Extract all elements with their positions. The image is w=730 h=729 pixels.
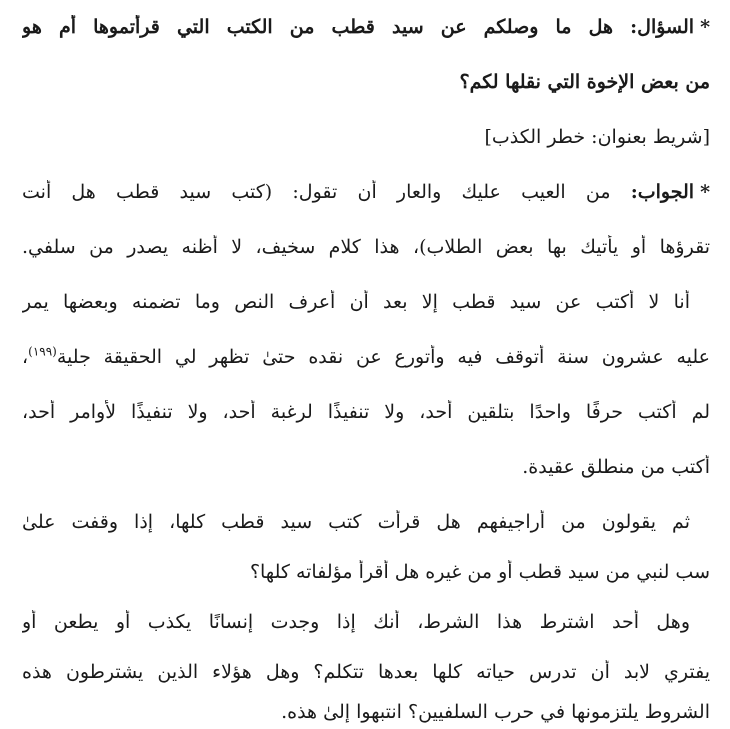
paragraph3-line-2: سب لنبي من سيد قطب أو من غيره هل أقرأ مؤلفاته كلها؟ — [249, 561, 710, 583]
answer-line-2: تقرؤها أو يأتيك بها بعض الطلاب)، هذا كلام سخيف، لا أظنه يصدر من سلفي. — [22, 236, 710, 258]
answer-label: الجواب: — [630, 181, 695, 203]
question-line-2: من بعض الإخوة التي نقلها لكم؟ — [459, 71, 710, 93]
paragraph4-line-2: يفتري لابد أن تدرس حياته كلها بعدها تتكلم؟ وهل هؤلاء الذين يشترطون هذه — [22, 661, 710, 683]
tape-title: [شريط بعنوان: خطر الكذب] — [484, 126, 710, 148]
answer-text-1: من العيب عليك والعار أن تقول: (كتب سيد قطب هل أنت — [22, 181, 611, 203]
paragraph2-text-2: عليه عشرون سنة أتوقف فيه وأتورع عن نقده حتىٰ تظهر لي الحقيقة جلية — [56, 346, 710, 368]
paragraph4-line-1: وهل أحد اشترط هذا الشرط، أنك إذا وجدت إنسانًا يكذب أو يطعن أو — [22, 611, 690, 633]
footnote-marker: (١٩٩) — [28, 345, 57, 359]
paragraph2-line-4: أكتب من منطلق عقيدة. — [522, 456, 710, 478]
paragraph2-line-1: أنا لا أكتب عن سيد قطب إلا بعد أن أعرف النص وما تضمنه وبعضها يمر — [22, 291, 690, 313]
question-line-1 — [22, 15, 710, 39]
question-text-1: هل ما وصلكم عن سيد قطب من الكتب التي قرأتموها أم هو — [22, 16, 613, 38]
paragraph2-line-2 — [22, 345, 710, 369]
question-label: السؤال: — [630, 16, 695, 38]
paragraph4-line-3: الشروط يلتزمونها في حرب السلفيين؟ انتبهوا إلىٰ هذه. — [281, 701, 710, 723]
answer-line-1 — [22, 180, 710, 204]
paragraph2-line-3: لم أكتب حرفًا واحدًا بتلقين أحد، ولا تنفيذًا لرغبة أحد، ولا تنفيذًا لأوامر أحد، — [22, 401, 710, 423]
paragraph2-comma: ، — [22, 346, 29, 368]
paragraph3-line-1: ثم يقولون من أراجيفهم هل قرأت كتب سيد قطب كلها، إذا وقفت علىٰ — [22, 511, 690, 533]
answer-star: * — [700, 181, 710, 203]
question-star: * — [700, 16, 710, 38]
